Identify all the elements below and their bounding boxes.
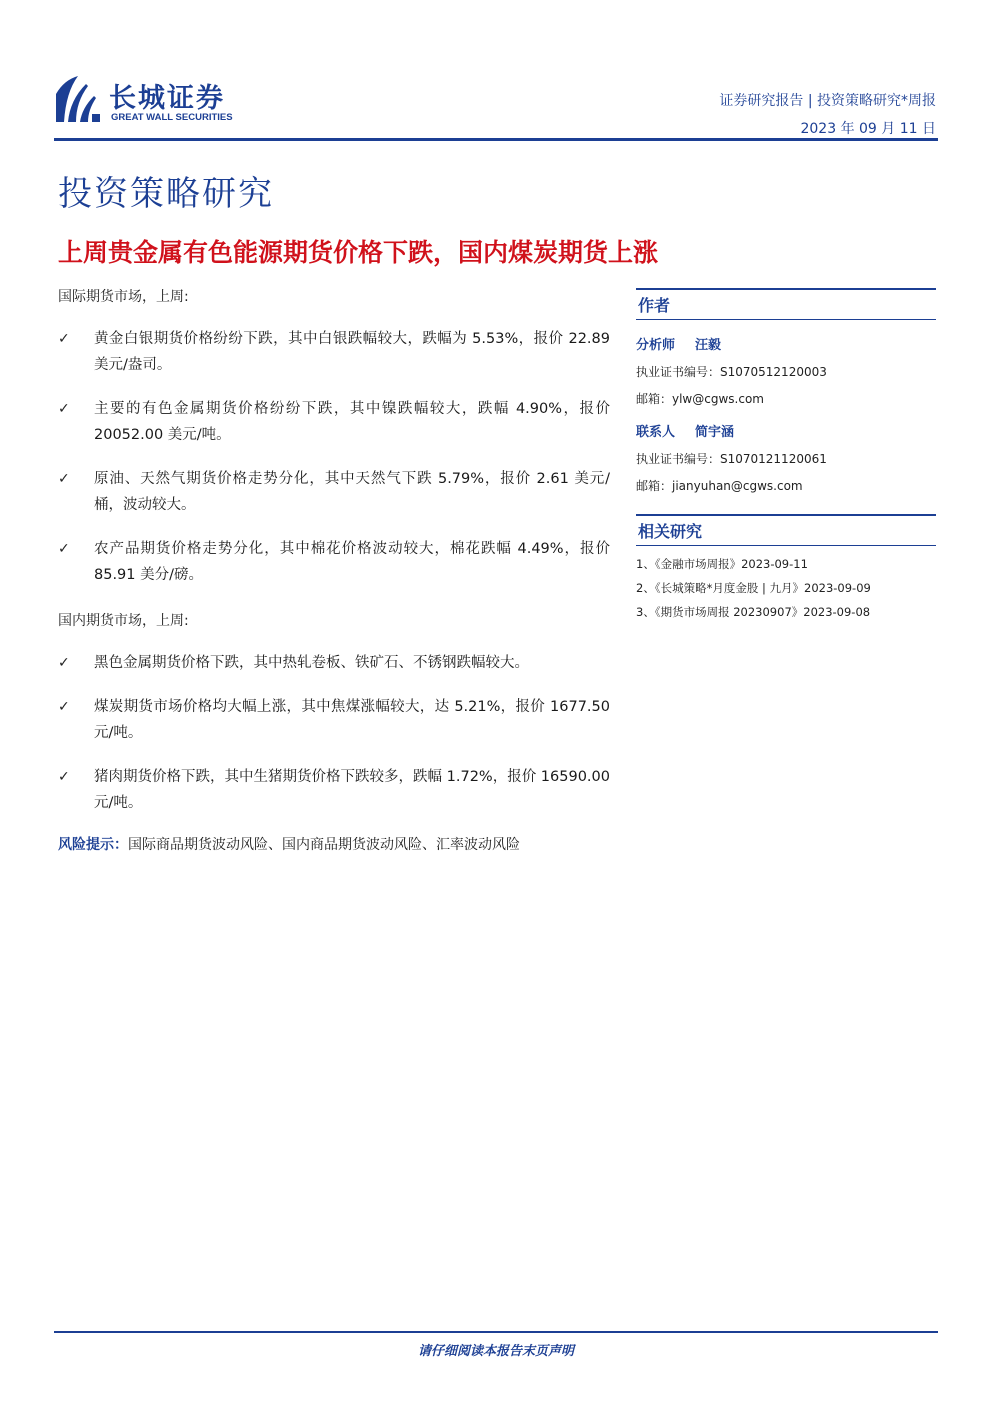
header-divider xyxy=(54,138,938,141)
list-item xyxy=(58,694,610,746)
contact-email: 邮箱：jianyuhan@cgws.com xyxy=(636,479,803,493)
contact-role: 联系人 xyxy=(636,425,676,440)
list-item-text: 黑色金属期货价格下跌，其中热轧卷板、铁矿石、不锈钢跌幅较大。 xyxy=(94,655,529,671)
company-logo xyxy=(54,74,274,130)
contact-cert: 执业证书编号：S1070121120061 xyxy=(636,452,827,466)
list-item-text: 黄金白银期货价格纷纷下跌，其中白银跌幅较大，跌幅为 5.53%，报价 22.89 美元/盎司。 xyxy=(94,331,610,373)
domestic-market-label: 国内期货市场，上周: xyxy=(58,613,189,629)
checkmark-icon: ✓ xyxy=(58,655,70,671)
checkmark-icon: ✓ xyxy=(58,769,70,785)
analyst-cert: 执业证书编号：S1070512120003 xyxy=(636,365,827,379)
checkmark-icon: ✓ xyxy=(58,541,70,557)
report-headline: 上周贵金属有色能源期货价格下跌，国内煤炭期货上涨 xyxy=(58,238,659,267)
risk-label: 风险提示： xyxy=(58,837,128,853)
risk-notice xyxy=(58,834,610,854)
domestic-list xyxy=(58,650,610,816)
checkmark-icon: ✓ xyxy=(58,401,70,417)
contact-name: 简宇涵 xyxy=(695,425,735,440)
section-title: 投资策略研究 xyxy=(58,174,274,214)
list-item-text: 猪肉期货价格下跌，其中生猪期货价格下跌较多，跌幅 1.72%，报价 16590.00 元/吨。 xyxy=(94,769,610,811)
related-research-item[interactable]: 2、《长城策略*月度金股 | 九月》2023-09-09 xyxy=(636,581,871,595)
international-list xyxy=(58,326,610,588)
list-item xyxy=(58,466,610,518)
risk-text: 国际商品期货波动风险、国内商品期货波动风险、汇率波动风险 xyxy=(128,837,520,853)
analyst-name-row xyxy=(636,334,936,353)
contact-name-row xyxy=(636,421,936,440)
analyst-role: 分析师 xyxy=(636,338,676,353)
analyst-name: 汪毅 xyxy=(695,338,722,353)
footer-disclaimer: 请仔细阅读本报告末页声明 xyxy=(417,1344,574,1359)
checkmark-icon: ✓ xyxy=(58,331,70,347)
report-type: 证券研究报告 | 投资策略研究*周报 xyxy=(719,93,936,109)
list-item xyxy=(58,536,610,588)
analyst-email: 邮箱：ylw@cgws.com xyxy=(636,392,764,406)
list-item-text: 主要的有色金属期货价格纷纷下跌，其中镍跌幅较大，跌幅 4.90%，报价 20052.00 美元/吨。 xyxy=(94,401,610,443)
related-research-list xyxy=(636,556,936,620)
logo-english-name: GREAT WALL SECURITIES xyxy=(111,112,233,123)
checkmark-icon: ✓ xyxy=(58,699,70,715)
footer-divider xyxy=(54,1331,938,1333)
list-item xyxy=(58,396,610,448)
list-item xyxy=(58,326,610,378)
list-item-text: 农产品期货价格走势分化，其中棉花价格波动较大，棉花跌幅 4.49%，报价 85.91 美分/磅。 xyxy=(94,541,610,583)
list-item xyxy=(58,764,610,816)
related-research-heading: 相关研究 xyxy=(636,514,936,546)
report-date: 2023 年 09 月 11 日 xyxy=(800,121,936,137)
related-research-item[interactable]: 3、《期货市场周报 20230907》2023-09-08 xyxy=(636,605,871,619)
related-research-item[interactable]: 1、《金融市场周报》2023-09-11 xyxy=(636,557,808,571)
report-meta xyxy=(719,90,936,138)
international-market-label: 国际期货市场，上周: xyxy=(58,289,189,305)
checkmark-icon: ✓ xyxy=(58,471,70,487)
logo-chinese-name: 长城证券 xyxy=(109,83,225,114)
great-wall-logo-icon xyxy=(54,74,102,124)
main-content xyxy=(58,286,610,854)
list-item xyxy=(58,650,610,676)
list-item-text: 煤炭期货市场价格均大幅上涨，其中焦煤涨幅较大，达 5.21%，报价 1677.50 元/吨。 xyxy=(94,699,610,741)
authors-heading: 作者 xyxy=(636,288,936,320)
list-item-text: 原油、天然气期货价格走势分化，其中天然气下跌 5.79%，报价 2.61 美元/桶，波动较大。 xyxy=(94,471,610,513)
sidebar xyxy=(636,288,936,628)
